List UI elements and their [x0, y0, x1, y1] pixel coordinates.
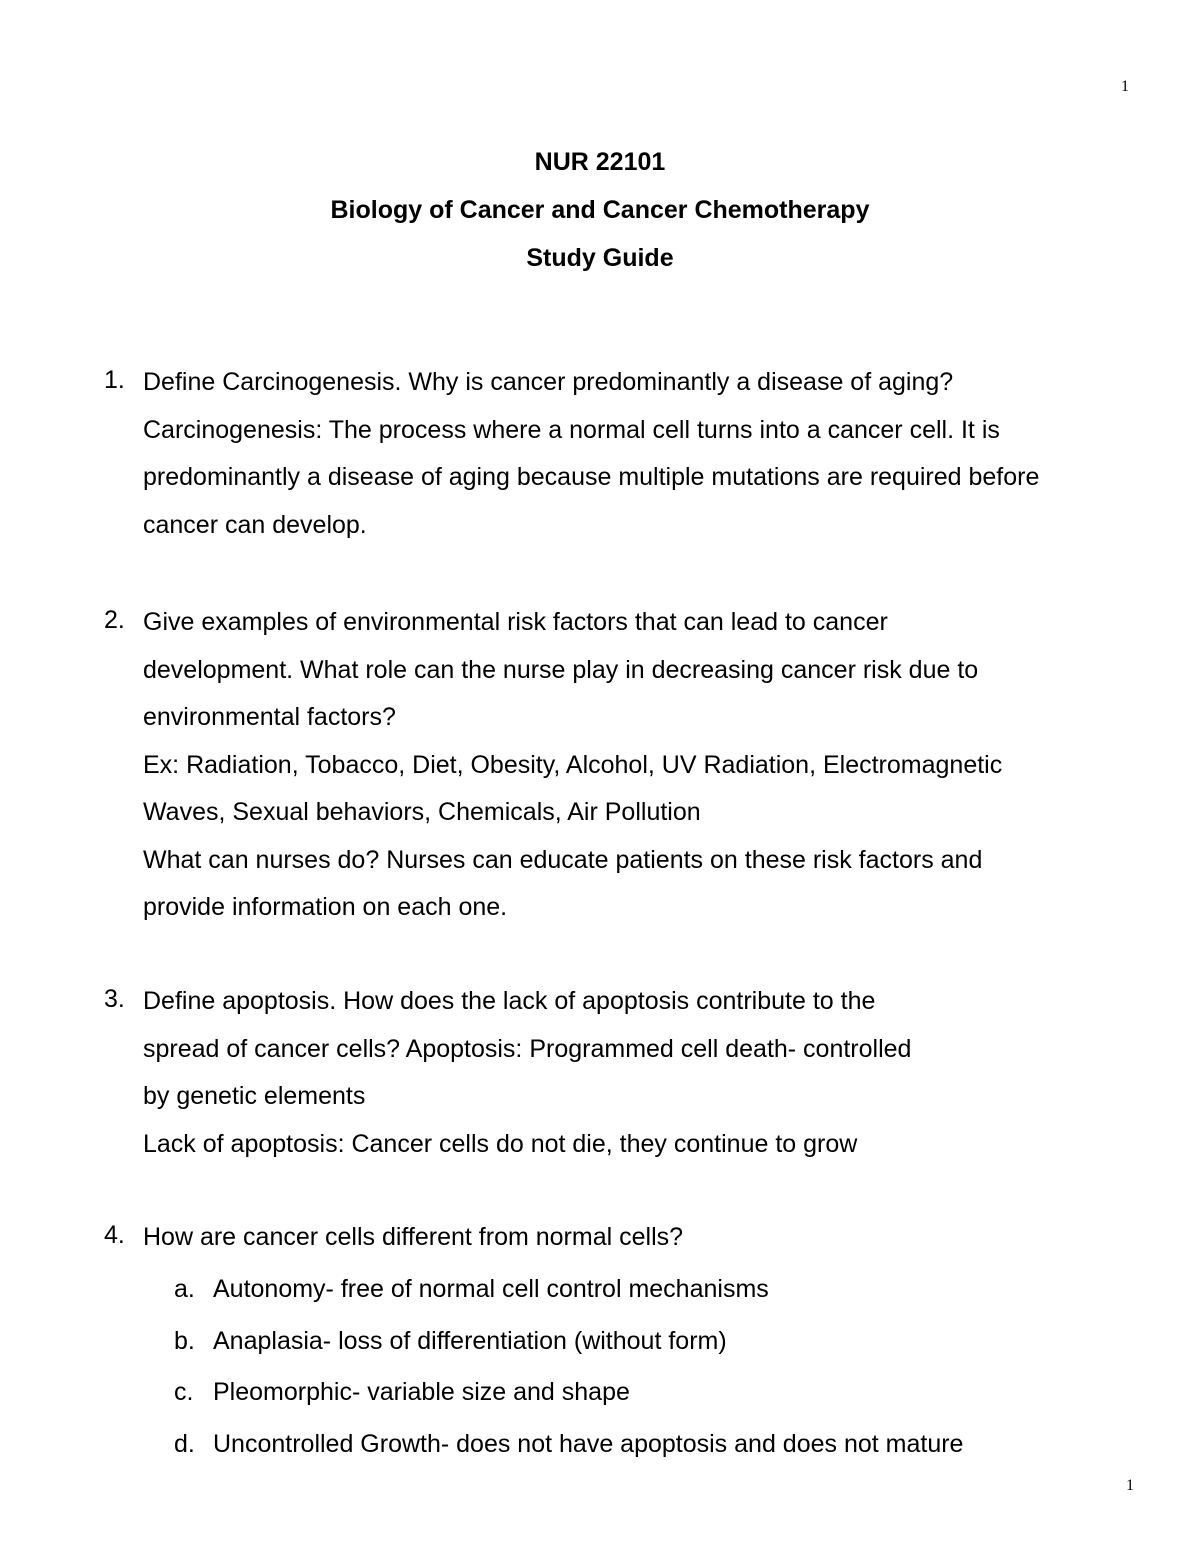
question-text: How are cancer cells different from normal cells? — [143, 1223, 684, 1251]
list-item — [143, 1325, 727, 1377]
list-item-text: Uncontrolled Growth- does not have apoptosis and does not mature — [213, 1429, 964, 1458]
answer-text: Ex: Radiation, Tobacco, Diet, Obesity, Alcohol, UV Radiation, Electromagnetic — [143, 750, 1003, 779]
answer-text: by genetic elements — [143, 1082, 366, 1110]
list-item — [143, 1428, 964, 1480]
list-item-letter: c. — [174, 1378, 194, 1406]
question-number: 4. — [104, 1221, 125, 1249]
question-body — [143, 1221, 964, 1479]
question-text: Give examples of environmental risk factors that can lead to cancer — [143, 608, 888, 636]
page-number-top: 1 — [1121, 78, 1129, 95]
list-item-letter: d. — [174, 1429, 195, 1458]
list-item-letter: a. — [174, 1275, 195, 1303]
answer-text: cancer can develop. — [143, 510, 367, 539]
list-item-text: Anaplasia- loss of differentiation (without form) — [213, 1326, 727, 1355]
list-item-text: Pleomorphic- variable size and shape — [213, 1378, 630, 1406]
answer-text: Lack of apoptosis: Cancer cells do not die, they continue to grow — [143, 1129, 858, 1158]
question-body — [143, 366, 1039, 556]
answer-text: What can nurses do? Nurses can educate patients on these risk factors and — [143, 845, 983, 874]
question-body — [143, 606, 1002, 939]
page-number-bottom: 1 — [1126, 1477, 1134, 1494]
title-block — [0, 146, 1200, 290]
question-number: 1. — [104, 366, 125, 394]
list-item-text: Autonomy- free of normal cell control mechanisms — [213, 1275, 769, 1303]
answer-text: spread of cancer cells? Apoptosis: Programmed cell death- controlled — [143, 1034, 912, 1063]
question-number: 3. — [104, 985, 125, 1013]
question-text: Define Carcinogenesis. Why is cancer predominantly a disease of aging? — [143, 368, 954, 396]
answer-text: Waves, Sexual behaviors, Chemicals, Air Pollution — [143, 798, 701, 826]
answer-text: Carcinogenesis: The process where a normal cell turns into a cancer cell. It is — [143, 415, 1000, 444]
question-number: 2. — [104, 606, 125, 634]
document-type: Study Guide — [526, 244, 674, 272]
question-text: environmental factors? — [143, 703, 396, 731]
course-code: NUR 22101 — [534, 148, 666, 176]
answer-text: provide information on each one. — [143, 893, 508, 921]
list-item-letter: b. — [174, 1326, 195, 1355]
document-subject: Biology of Cancer and Cancer Chemotherapy — [330, 196, 870, 224]
list-item — [143, 1273, 769, 1325]
answer-text: predominantly a disease of aging because multiple mutations are required before — [143, 463, 1040, 491]
question-text: Define apoptosis. How does the lack of apoptosis contribute to the — [143, 987, 876, 1015]
question-text: development. What role can the nurse play in decreasing cancer risk due to — [143, 655, 979, 684]
question-body — [143, 985, 911, 1175]
list-item — [143, 1376, 683, 1428]
